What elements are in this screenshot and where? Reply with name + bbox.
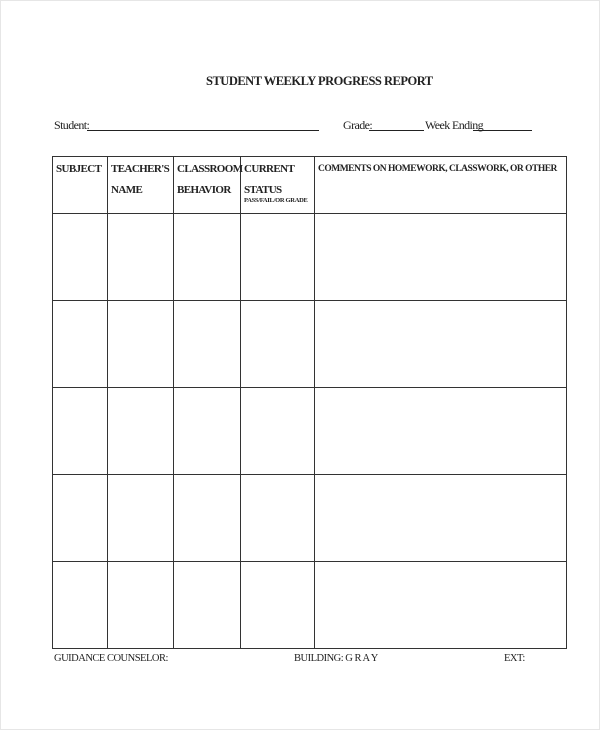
student-label: Student: <box>54 118 90 132</box>
report-title: STUDENT WEEKLY PROGRESS REPORT <box>206 74 433 88</box>
cell[interactable] <box>241 475 315 562</box>
cell[interactable] <box>108 562 174 649</box>
cell[interactable] <box>315 562 567 649</box>
header-text: NAME <box>111 184 143 196</box>
guidance-counselor-label: GUIDANCE COUNSELOR: <box>54 653 168 664</box>
cell[interactable] <box>241 214 315 301</box>
header-text: TEACHER'S <box>111 163 170 175</box>
cell[interactable] <box>241 388 315 475</box>
progress-table <box>52 156 567 649</box>
cell[interactable] <box>174 388 241 475</box>
cell[interactable] <box>53 214 108 301</box>
cell[interactable] <box>108 301 174 388</box>
table-row <box>53 214 567 301</box>
student-field[interactable] <box>87 130 319 131</box>
cell[interactable] <box>315 388 567 475</box>
table-row <box>53 388 567 475</box>
header-teacher <box>108 157 174 214</box>
week-ending-field[interactable] <box>473 130 532 131</box>
table-header-row <box>53 157 567 214</box>
grade-field[interactable] <box>369 130 424 131</box>
header-subject <box>53 157 108 214</box>
header-text: STATUS <box>244 184 282 196</box>
cell[interactable] <box>108 388 174 475</box>
cell[interactable] <box>53 475 108 562</box>
grade-label: Grade: <box>343 118 373 132</box>
table-row <box>53 562 567 649</box>
table-row <box>53 301 567 388</box>
cell[interactable] <box>315 214 567 301</box>
cell[interactable] <box>174 562 241 649</box>
header-text: COMMENTS ON HOMEWORK, CLASSWORK, OR OTHER <box>318 164 557 174</box>
status-note: PASS/FAIL/OR GRADE <box>244 197 308 204</box>
cell[interactable] <box>174 214 241 301</box>
cell[interactable] <box>241 562 315 649</box>
cell[interactable] <box>108 214 174 301</box>
week-ending-label: Week Ending <box>425 118 484 132</box>
ext-label: EXT: <box>504 653 525 664</box>
header-text: CLASSROOM <box>177 163 243 175</box>
cell[interactable] <box>53 301 108 388</box>
header-text: SUBJECT <box>56 163 102 175</box>
cell[interactable] <box>53 562 108 649</box>
header-comments <box>315 157 567 214</box>
building-label: BUILDING: G R A Y <box>294 653 378 664</box>
cell[interactable] <box>174 301 241 388</box>
cell[interactable] <box>241 301 315 388</box>
header-text: BEHAVIOR <box>177 184 231 196</box>
cell[interactable] <box>53 388 108 475</box>
cell[interactable] <box>315 475 567 562</box>
header-text: CURRENT <box>244 163 295 175</box>
header-status <box>241 157 315 214</box>
cell[interactable] <box>108 475 174 562</box>
table-row <box>53 475 567 562</box>
header-behavior <box>174 157 241 214</box>
cell[interactable] <box>315 301 567 388</box>
cell[interactable] <box>174 475 241 562</box>
